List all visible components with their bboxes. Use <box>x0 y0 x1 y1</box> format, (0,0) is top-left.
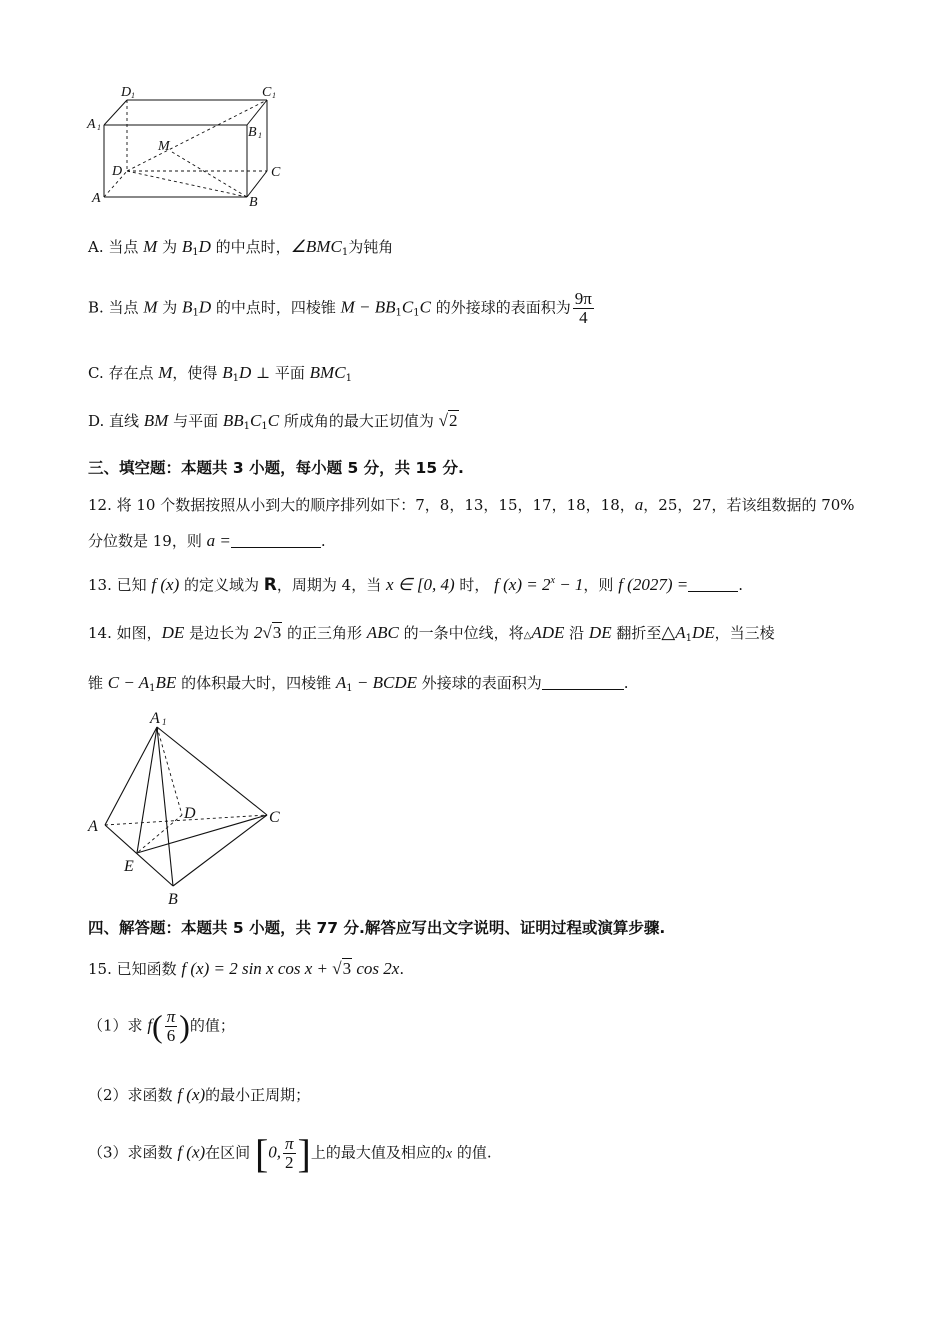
label-C1: C <box>262 85 272 100</box>
pyramid-figure <box>84 705 294 910</box>
q15-part1: （1）求 f( $\frac{\pi}{6}$ )的值； <box>88 1007 235 1045</box>
label-A: A <box>92 191 101 206</box>
q14-line2: 锥 $C - A_1BE$ 的体积最大时，四棱锥 $A_1$ − BCDE 外接球的表面积为 . <box>88 673 629 694</box>
q15-part2: （2）求函数 f (x)的最小正周期； <box>88 1085 311 1104</box>
label-D: D <box>112 164 123 179</box>
label-M: M <box>158 139 170 154</box>
label-A1: A <box>150 710 160 727</box>
section-4-title: 四、解答题：本题共 5 小题，共 77 分.解答应写出文字说明、证明过程或演算步骤. <box>88 919 666 937</box>
svg-text:1: 1 <box>258 131 262 140</box>
label-D: D <box>184 805 196 822</box>
label-C: C <box>269 809 280 826</box>
q12-line1: 12. 将 10 个数据按照从小到大的顺序排列如下：7，8，13，15，17，18，18，a，25，27，若该组数据的 70% <box>88 495 855 514</box>
q12-line2: 分位数是 19，则 a = . <box>88 531 326 550</box>
q14-answer-blank[interactable] <box>542 689 624 690</box>
label-A: A <box>88 818 98 835</box>
fraction-9pi-4: $\frac{9\pi}{4}$ <box>574 289 592 327</box>
label-A1: A <box>87 117 96 132</box>
q15-stem: 15. 已知函数 f (x) = 2 sin x cos x + √3 cos 2x. <box>88 959 405 978</box>
q15-part3: （3）求函数 f (x)在区间 [0, $\frac{\pi}{2}$ ]上的最大值及相应的x 的值. <box>88 1131 492 1176</box>
q13-answer-blank[interactable] <box>688 591 738 592</box>
q12-answer-blank[interactable] <box>231 547 321 548</box>
cuboid-figure <box>84 80 294 210</box>
label-B: B <box>168 891 178 908</box>
label-C: C <box>271 165 281 180</box>
option-d: D. 直线 BM 与平面 $BB_1C_1C$ 所成角的最大正切值为 √2 <box>88 411 458 432</box>
svg-text:1: 1 <box>162 717 167 727</box>
q13: 13. 已知 f (x) 的定义域为 R，周期为 4，当 x ∈ [0, 4) 时， f $(x) = 2^x - 1$，则 f (2027) = . <box>88 575 744 595</box>
q14-line1: 14. 如图，DE 是边长为 2√3 的正三角形 ABC 的一条中位线，将△ADE 沿 DE 翻折至$\triangle A_1DE$，当三棱 <box>88 622 775 644</box>
svg-text:1: 1 <box>97 123 101 132</box>
svg-text:1: 1 <box>131 91 135 100</box>
label-D1: D <box>121 85 132 100</box>
label-B1: B <box>248 125 257 140</box>
option-b: B. 当点 M 为 $B_1D$ 的中点时，四棱锥 $M - BB_1C_1C$ 的外接球的表面积为 $\frac{9\pi}{4}$ <box>88 289 592 327</box>
svg-text:1: 1 <box>272 91 276 100</box>
option-a: A. 当点 M 为 $B_1D$ 的中点时，$\angle BMC_1$为钝角 <box>88 237 394 258</box>
section-3-title: 三、填空题：本题共 3 小题，每小题 5 分，共 15 分. <box>88 459 464 477</box>
option-c: C. 存在点 M，使得 $B_1D$ ⊥ 平面 $BMC_1$ <box>88 363 352 384</box>
label-B: B <box>249 195 258 210</box>
label-E: E <box>124 858 134 875</box>
